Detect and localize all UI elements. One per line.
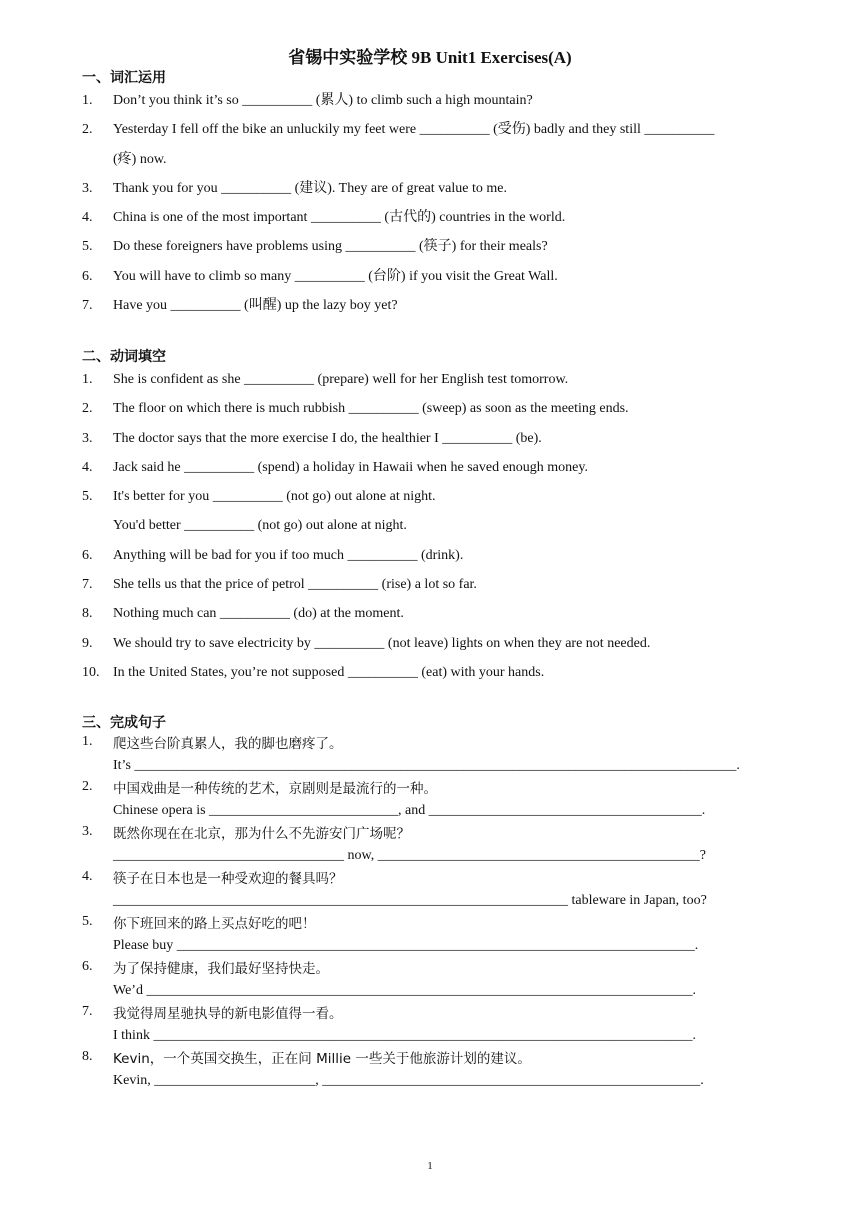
chinese-prompt: 你下班回来的路上买点好吃的吧！ bbox=[113, 916, 316, 932]
question-item bbox=[82, 266, 782, 295]
question-text: It's better for you __________ (not go) out alone at night. bbox=[113, 489, 436, 505]
question-number: 8. bbox=[82, 1049, 93, 1064]
chinese-prompt: 筷子在日本也是一种受欢迎的餐具吗？ bbox=[113, 871, 343, 887]
document-title: 省锡中实验学校 9B Unit1 Exercises(A) bbox=[288, 48, 572, 67]
verb-fill-list bbox=[82, 369, 782, 691]
question-item bbox=[82, 236, 782, 265]
question-number: 2. bbox=[82, 401, 93, 417]
question-item bbox=[82, 545, 782, 574]
section-heading-complete-sentences: 三、完成句子 bbox=[82, 715, 166, 731]
question-number: 3. bbox=[82, 824, 93, 839]
translation-item bbox=[82, 779, 782, 824]
chinese-prompt: Kevin，一个英国交换生，正在问 Millie 一些关于他旅游计划的建议。 bbox=[113, 1051, 531, 1067]
question-text: She tells us that the price of petrol __________ (rise) a lot so far. bbox=[113, 577, 477, 593]
chinese-prompt: 为了保持健康，我们最好坚持快走。 bbox=[113, 961, 329, 977]
question-text: China is one of the most important __________ (古代的) countries in the world. bbox=[113, 210, 566, 226]
question-item bbox=[82, 633, 782, 662]
section-heading-verb-fill: 二、动词填空 bbox=[82, 349, 166, 365]
page-number: 1 bbox=[427, 1160, 433, 1172]
question-text: Do these foreigners have problems using __________ (筷子) for their meals? bbox=[113, 239, 548, 255]
question-item bbox=[82, 574, 782, 603]
question-item bbox=[82, 119, 782, 148]
question-item bbox=[82, 295, 782, 324]
question-number: 9. bbox=[82, 635, 93, 651]
question-text: Jack said he __________ (spend) a holiday in Hawaii when he saved enough money. bbox=[113, 459, 588, 475]
question-number: 3. bbox=[82, 430, 93, 446]
question-number: 5. bbox=[82, 914, 93, 929]
question-number: 1. bbox=[82, 734, 93, 749]
question-text: You'd better __________ (not go) out alone at night. bbox=[113, 518, 407, 534]
question-item bbox=[82, 603, 782, 632]
question-text: Anything will be bad for you if too much __________ (drink). bbox=[113, 547, 464, 563]
question-text: She is confident as she __________ (prepare) well for her English test tomorrow. bbox=[113, 372, 569, 387]
answer-line: Kevin, _______________________, ______________________________________________________. bbox=[113, 1073, 704, 1088]
question-text: Yesterday I fell off the bike an unluckily my feet were __________ (受伤) badly and they still __________ bbox=[113, 122, 715, 138]
question-number: 6. bbox=[82, 268, 93, 284]
complete-sentences-list bbox=[82, 734, 782, 1094]
question-number: 3. bbox=[82, 180, 93, 196]
chinese-prompt: 中国戏曲是一种传统的艺术，京剧则是最流行的一种。 bbox=[113, 781, 437, 797]
question-number: 2. bbox=[82, 122, 93, 138]
answer-line: _________________________________ now, ______________________________________________? bbox=[113, 848, 706, 863]
question-number: 4. bbox=[82, 869, 93, 884]
question-number: 10. bbox=[82, 664, 100, 680]
question-item-continuation bbox=[82, 149, 782, 178]
question-text: The doctor says that the more exercise I do, the healthier I __________ (be). bbox=[113, 430, 542, 446]
question-number: 6. bbox=[82, 959, 93, 974]
question-number: 8. bbox=[82, 606, 93, 622]
question-item bbox=[82, 178, 782, 207]
question-text: You will have to climb so many __________ (台阶) if you visit the Great Wall. bbox=[113, 268, 558, 284]
question-item bbox=[82, 428, 782, 457]
question-number: 4. bbox=[82, 459, 93, 475]
chinese-prompt: 既然你现在在北京，那为什么不先游安门广场呢？ bbox=[113, 826, 410, 842]
question-number: 6. bbox=[82, 547, 93, 563]
question-text: In the United States, you’re not supposed __________ (eat) with your hands. bbox=[113, 664, 545, 680]
translation-item bbox=[82, 1004, 782, 1049]
question-text: The floor on which there is much rubbish __________ (sweep) as soon as the meeting ends. bbox=[113, 401, 629, 417]
question-item bbox=[82, 369, 782, 398]
question-item bbox=[82, 457, 782, 486]
question-item bbox=[82, 486, 782, 515]
question-number: 2. bbox=[82, 779, 93, 794]
translation-item bbox=[82, 959, 782, 1004]
question-text: Don’t you think it’s so __________ (累人) to climb such a high mountain? bbox=[113, 93, 533, 108]
question-text: (疼) now. bbox=[113, 151, 167, 167]
chinese-prompt: 我觉得周星驰执导的新电影值得一看。 bbox=[113, 1006, 343, 1022]
answer-line: I think _____________________________________________________________________________. bbox=[113, 1028, 696, 1043]
section-heading-vocabulary: 一、词汇运用 bbox=[82, 70, 166, 86]
question-number: 5. bbox=[82, 239, 93, 255]
question-text: We should try to save electricity by __________ (not leave) lights on when they are not needed. bbox=[113, 635, 651, 651]
question-item bbox=[82, 398, 782, 427]
answer-line: _________________________________________________________________ tableware in Japan, too? bbox=[113, 893, 707, 908]
answer-line: Please buy __________________________________________________________________________. bbox=[113, 938, 699, 953]
translation-item bbox=[82, 869, 782, 914]
translation-item bbox=[82, 914, 782, 959]
question-number: 7. bbox=[82, 1004, 93, 1019]
question-number: 1. bbox=[82, 93, 93, 108]
question-item bbox=[82, 662, 782, 691]
question-item bbox=[82, 90, 782, 119]
answer-line: We’d ______________________________________________________________________________. bbox=[113, 983, 696, 998]
vocabulary-list bbox=[82, 90, 782, 324]
question-number: 7. bbox=[82, 577, 93, 593]
translation-item bbox=[82, 734, 782, 779]
question-number: 4. bbox=[82, 210, 93, 226]
answer-line: Chinese opera is ___________________________, and _______________________________________. bbox=[113, 803, 706, 818]
question-number: 1. bbox=[82, 372, 93, 387]
question-item bbox=[82, 207, 782, 236]
question-text: Thank you for you __________ (建议). They are of great value to me. bbox=[113, 180, 507, 196]
answer-line: It’s ______________________________________________________________________________________. bbox=[113, 758, 740, 773]
question-item-continuation bbox=[82, 515, 782, 544]
translation-item bbox=[82, 824, 782, 869]
question-text: Nothing much can __________ (do) at the moment. bbox=[113, 606, 404, 622]
question-text: Have you __________ (叫醒) up the lazy boy yet? bbox=[113, 298, 398, 314]
chinese-prompt: 爬这些台阶真累人，我的脚也磨疼了。 bbox=[113, 736, 343, 752]
question-number: 7. bbox=[82, 298, 93, 314]
translation-item bbox=[82, 1049, 782, 1094]
question-number: 5. bbox=[82, 489, 93, 505]
